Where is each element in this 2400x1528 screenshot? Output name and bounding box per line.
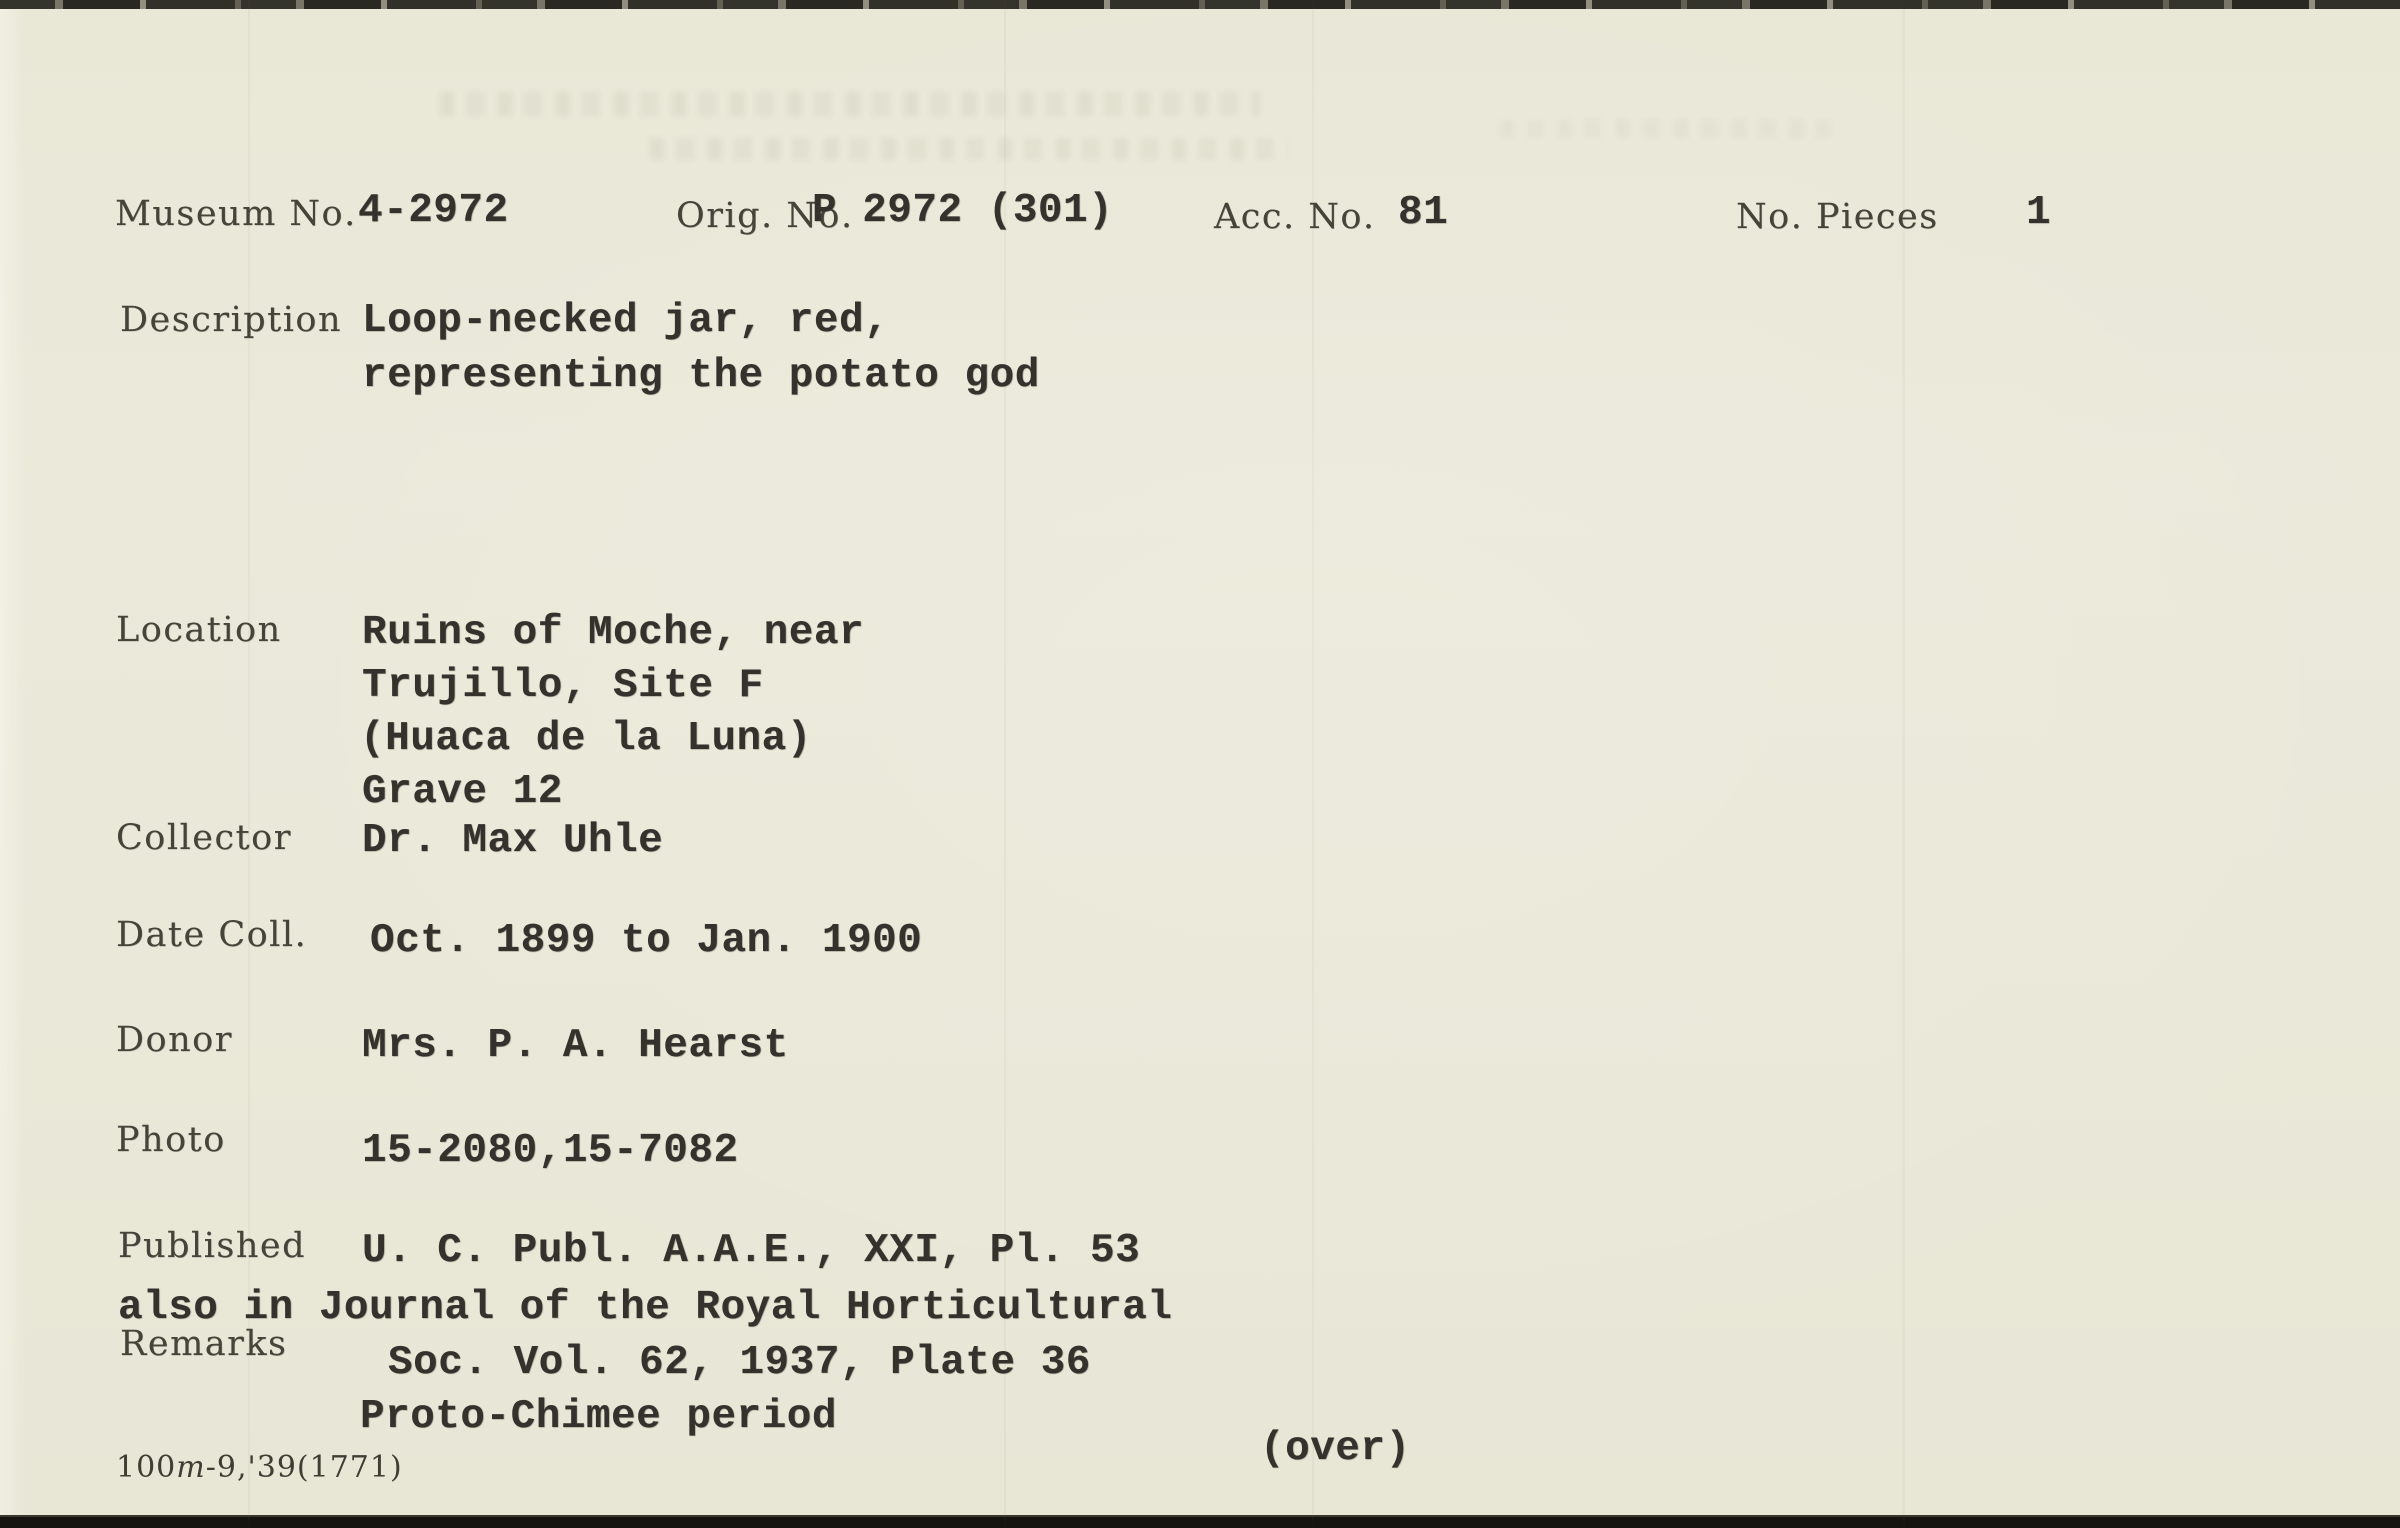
- card-stock-number: [116, 1450, 403, 1485]
- photo-label: Photo: [116, 1120, 226, 1160]
- published-label: Published: [118, 1226, 307, 1266]
- remarks-line: Proto-Chimee period: [360, 1394, 837, 1440]
- stock-suffix: -9,'39(1771): [205, 1450, 403, 1485]
- location-line: Trujillo, Site F: [362, 663, 764, 709]
- location-line: (Huaca de la Luna): [360, 716, 812, 762]
- donor-value: Mrs. P. A. Hearst: [362, 1023, 789, 1069]
- museum-no-value: 4-2972: [358, 188, 509, 234]
- scan-edge-top: [0, 0, 2400, 9]
- museum-no-label: Museum No.: [115, 194, 357, 234]
- location-line: Ruins of Moche, near: [362, 610, 865, 656]
- photo-value: 15-2080,15-7082: [362, 1128, 739, 1174]
- acc-no-label: Acc. No.: [1214, 197, 1376, 237]
- stock-m: m: [176, 1450, 206, 1485]
- description-line: representing the potato god: [362, 353, 1040, 399]
- date-coll-label: Date Coll.: [116, 915, 308, 955]
- published-value: U. C. Publ. A.A.E., XXI, Pl. 53: [362, 1228, 1141, 1274]
- collector-label: Collector: [116, 818, 292, 858]
- location-label: Location: [116, 610, 282, 650]
- over-note: (over): [1260, 1426, 1411, 1472]
- date-coll-value: Oct. 1899 to Jan. 1900: [370, 918, 923, 964]
- collector-value: Dr. Max Uhle: [362, 818, 664, 864]
- orig-no-value: P 2972 (301): [812, 188, 1114, 234]
- remarks-label: Remarks: [120, 1324, 288, 1364]
- no-pieces-label: No. Pieces: [1736, 197, 1939, 237]
- ink-bleedthrough: [440, 92, 1260, 116]
- published-also-line: also in Journal of the Royal Horticultural: [118, 1285, 1173, 1331]
- remarks-line: Soc. Vol. 62, 1937, Plate 36: [388, 1340, 1091, 1386]
- orig-no-label: Orig. No.: [676, 196, 854, 236]
- donor-label: Donor: [116, 1020, 233, 1060]
- location-line: Grave 12: [362, 769, 563, 815]
- acc-no-value: 81: [1398, 190, 1449, 236]
- description-line: Loop-necked jar, red,: [362, 298, 890, 344]
- scan-edge-bottom: [0, 1515, 2400, 1528]
- no-pieces-value: 1: [2026, 190, 2052, 236]
- ink-bleedthrough: [1500, 120, 1830, 138]
- description-label: Description: [120, 300, 343, 340]
- ink-bleedthrough: [650, 138, 1290, 160]
- stock-prefix: 100: [116, 1450, 177, 1485]
